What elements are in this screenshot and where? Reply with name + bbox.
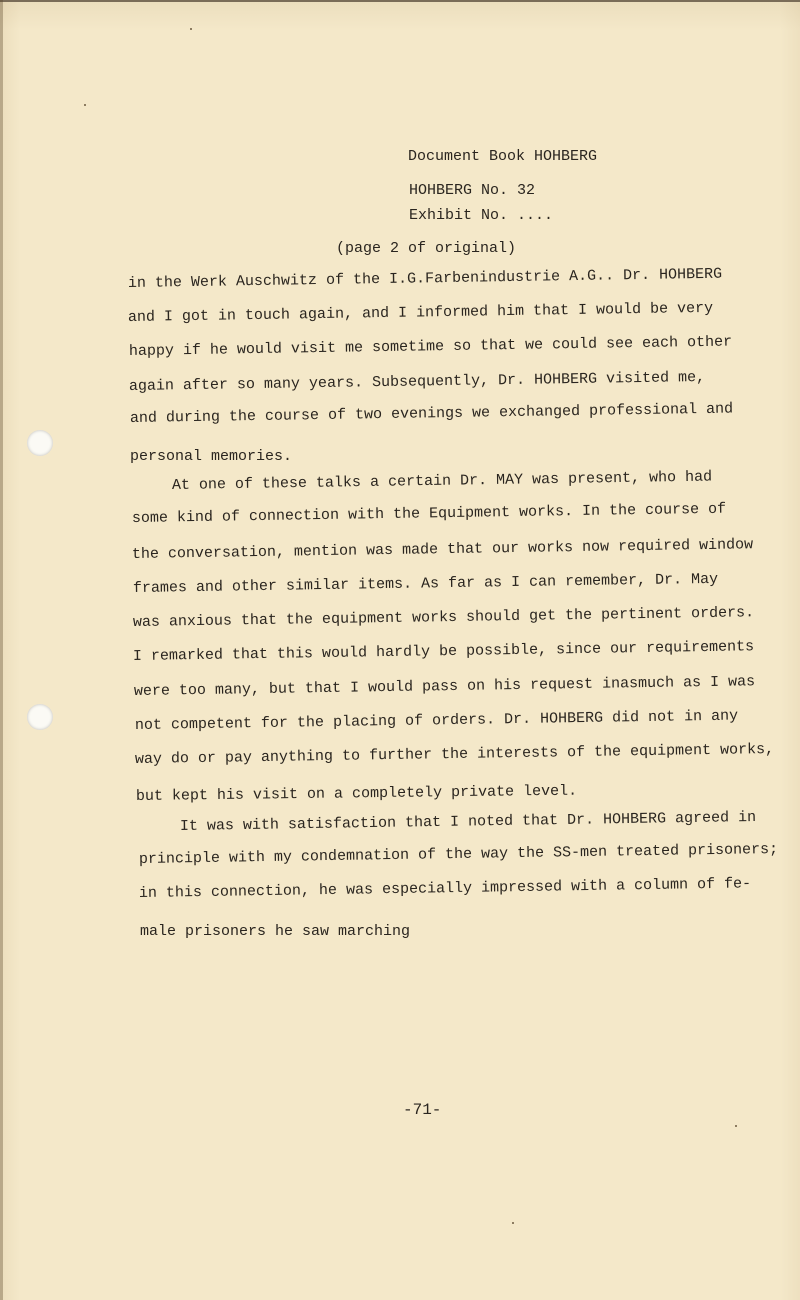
paper-speck (512, 1222, 514, 1224)
paper-speck (84, 104, 86, 106)
paper-speck (735, 1125, 737, 1127)
body-line: in the Werk Auschwitz of the I.G.Farbenindustrie A.G.. Dr. HOHBERG (127, 265, 723, 292)
body-line: and during the course of two evenings we exchanged professional and (129, 400, 734, 427)
body-line: personal memories. (130, 448, 293, 465)
punch-hole (27, 430, 53, 456)
body-line: At one of these talks a certain Dr. MAY was present, who had (171, 468, 713, 494)
left-edge (0, 0, 3, 1300)
body-line: male prisoners he saw marching (140, 923, 411, 940)
body-line: frames and other similar items. As far as I can remember, Dr. May (132, 570, 719, 597)
body-line: in this connection, he was especially impressed with a column of fe- (138, 875, 752, 902)
body-line: It was with satisfaction that I noted that Dr. HOHBERG agreed in (179, 808, 757, 835)
body-line: but kept his visit on a completely private level. (135, 782, 578, 805)
body-line: was anxious that the equipment works should get the pertinent orders. (132, 604, 755, 631)
body-line: and I got in touch again, and I informed him that I would be very (127, 299, 714, 326)
page-number: -71- (403, 1101, 442, 1119)
paper-speck (190, 28, 192, 30)
body-line: again after so many years. Subsequently, Dr. HOHBERG visited me, (128, 368, 706, 395)
body-line: way do or pay anything to further the interests of the equipment works, (134, 740, 775, 768)
body-line: not competent for the placing of orders. Dr. HOHBERG did not in any (134, 707, 739, 734)
body-line: the conversation, mention was made that our works now required window (131, 536, 754, 563)
body-line: I remarked that this would hardly be possible, since our requirements (132, 638, 755, 665)
top-border (0, 0, 800, 2)
document-book-title: Document Book HOHBERG (408, 148, 598, 165)
body-line: some kind of connection with the Equipment works. In the course of (131, 500, 727, 527)
body-line: happy if he would visit me sometime so that we could see each other (128, 333, 733, 360)
hohberg-number: HOHBERG No. 32 (409, 182, 536, 199)
page-of-original: (page 2 of original) (336, 240, 517, 257)
punch-hole (27, 704, 53, 730)
body-line: principle with my condemnation of the way the SS-men treated prisoners; (138, 840, 779, 868)
body-line: were too many, but that I would pass on his request inasmuch as I was (133, 673, 756, 700)
exhibit-number: Exhibit No. .... (409, 207, 554, 224)
